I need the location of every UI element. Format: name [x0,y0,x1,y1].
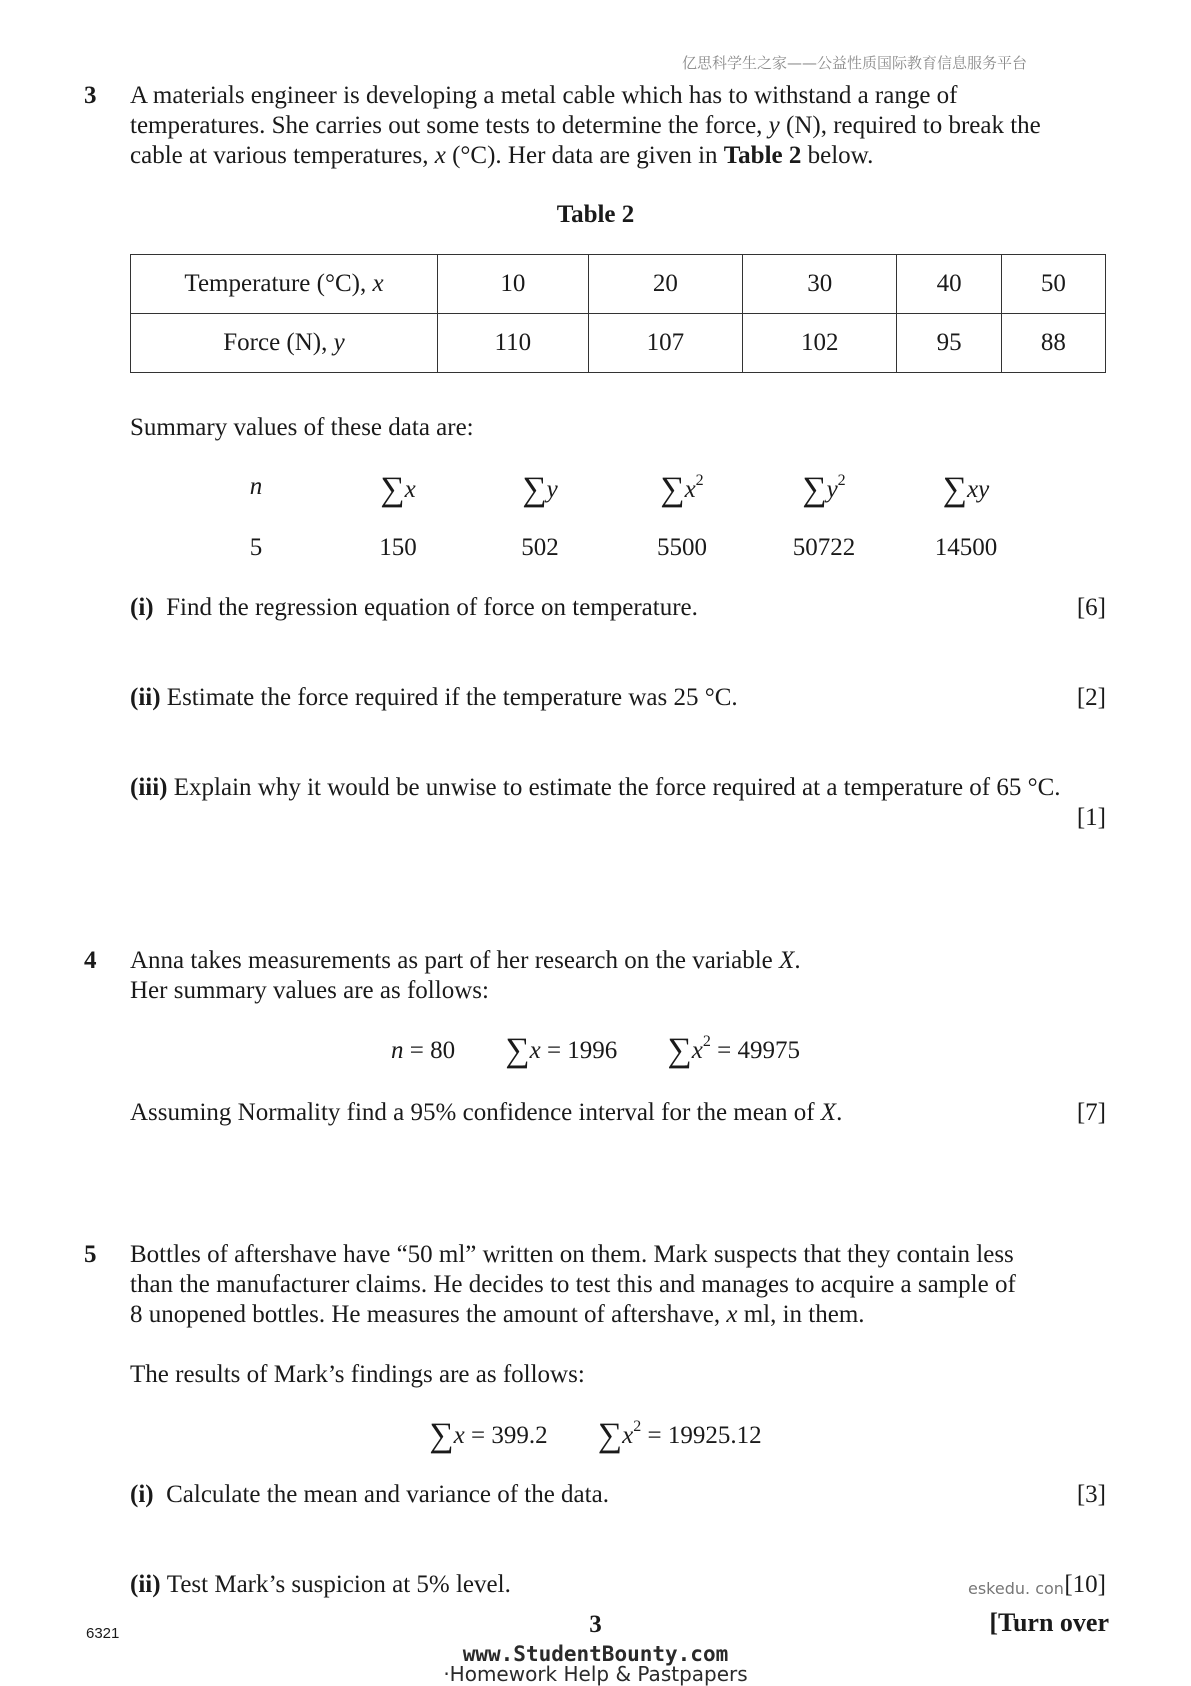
q3-part-i-marks: [6] [1076,594,1106,621]
q5-results-intro: The results of Mark’s findings are as follows: [130,1361,585,1388]
q3-intro-text: below. [801,142,874,169]
sigma-symbol: ∑ [522,471,547,508]
q3-intro-text: cable at various temperatures, [130,142,435,169]
summary-value: 150 [379,534,417,561]
header-var: y [333,329,345,356]
question-4-number: 4 [84,947,97,974]
q5-part-ii-marks: [10] [1064,1571,1106,1598]
turn-over-label: [Turn over [989,1608,1109,1637]
question-5-intro [130,1240,1110,1330]
part-label: (ii) [130,1571,161,1598]
table-2 [130,254,1106,373]
part-label: (i) [130,594,154,621]
eq-value: = 49975 [710,1037,801,1064]
part-text: Explain why it would be unwise to estimate the force required at a temperature of 65 °C. [173,774,1061,801]
part-text: Test Mark’s suspicion at 5% level. [166,1571,511,1598]
eq-var: x [453,1422,465,1449]
part-label: (ii) [130,684,161,711]
q5-intro-text: 8 unopened bottles. He measures the amount of aftershave, [130,1301,727,1328]
summary-var: x [684,476,696,503]
q3-intro-text: (N), required to break the [779,112,1041,139]
q5-eq-sum-x [429,1417,548,1454]
superscript: 2 [702,1032,711,1050]
q4-summary-equations [0,1032,1191,1069]
summary-value: 5500 [657,534,707,561]
table-cell: 40 [897,255,1001,314]
eq-var: x [691,1037,703,1064]
q3-intro-text: (°C). Her data are given in [445,142,724,169]
q4-intro-line-2: Her summary values are as follows: [130,977,489,1004]
part-text: Find the regression equation of force on temperature. [166,594,698,621]
q5-part-ii [130,1570,1110,1600]
superscript: 2 [633,1417,642,1435]
table-2-title: Table 2 [556,201,635,228]
sigma-symbol: ∑ [597,1417,623,1454]
page-number: 3 [589,1611,602,1638]
eq-var: x [529,1037,541,1064]
q5-intro-line-1: Bottles of aftershave have “50 ml” written on them. Mark suspects that they contain less [130,1241,1014,1268]
q3-table-ref: Table 2 [723,142,802,169]
table-cell: 10 [438,255,589,314]
summary-value: 5 [249,534,263,561]
table-cell: 50 [1001,255,1105,314]
summary-value: 50722 [792,534,856,561]
part-label: (iii) [130,774,168,801]
summary-sum-x [328,471,468,508]
part-text: Calculate the mean and variance of the data. [166,1481,609,1508]
summary-n-label: n [249,473,263,500]
eq-value: = 19925.12 [641,1422,762,1449]
part-text: Estimate the force required if the temperature was 25 °C. [166,684,738,711]
q4-task-text: . [836,1099,843,1126]
q3-intro-line-2 [130,111,1110,141]
table-cell: 102 [743,314,897,373]
question-4-intro [130,946,1110,1006]
question-3-number: 3 [84,82,97,109]
q3-intro-text: temperatures. She carries out some tests to determine the force, [130,112,769,139]
eskedu-watermark: eskedu. con [968,1579,1064,1598]
sigma-symbol: ∑ [660,471,685,508]
table-row-force [131,314,1106,373]
q4-marks: [7] [1076,1099,1106,1126]
q4-eq-n [391,1036,455,1066]
table-header-force [131,314,438,373]
q4-var-X: X [820,1099,837,1126]
studentbounty-url[interactable]: www.StudentBounty.com [462,1642,729,1666]
table-cell: 88 [1001,314,1105,373]
q5-part-i [130,1480,1110,1510]
summary-sum-y2 [754,471,894,508]
sigma-symbol: ∑ [505,1032,530,1069]
eq-value: = 1996 [540,1037,618,1064]
table-header-temperature [131,255,438,314]
q4-task-text: Assuming Normality find a 95% confidence interval for the mean of [130,1099,821,1126]
q4-intro-text: Anna takes measurements as part of her research on the variable [130,947,780,974]
question-3-intro [130,81,1110,171]
table-cell: 30 [743,255,897,314]
q3-intro-line-1: A materials engineer is developing a metal cable which has to withstand a range of [130,82,958,109]
q4-intro-text: . [794,947,801,974]
header-text: Force (N), [223,329,334,356]
summary-intro: Summary values of these data are: [130,414,474,441]
part-label: (i) [130,1481,154,1508]
q4-intro-line-1 [130,946,1110,976]
q5-intro-line-3 [130,1300,1110,1330]
table-row-temperature [131,255,1106,314]
q3-part-i [130,593,1110,623]
summary-value: 14500 [934,534,998,561]
q4-eq-sum-x2 [667,1032,801,1069]
sigma-symbol: ∑ [942,471,968,508]
superscript: 2 [695,471,704,489]
summary-var: x [404,476,416,503]
sigma-symbol: ∑ [802,471,827,508]
summary-var: xy [967,476,990,503]
studentbounty-tagline: ·Homework Help & Pastpapers [443,1662,748,1686]
sigma-symbol: ∑ [380,471,405,508]
q5-summary-equations [0,1417,1191,1454]
q3-intro-line-3 [130,141,1110,171]
eq-var: x [622,1422,634,1449]
q4-task [130,1098,1110,1128]
header-text: Temperature (°C), [184,270,373,297]
paper-code: 6321 [86,1625,120,1642]
q5-intro-text: ml, in them. [737,1301,865,1328]
table-cell: 95 [897,314,1001,373]
summary-value: 502 [521,534,559,561]
q5-intro-line-2: than the manufacturer claims. He decides to test this and manages to acquire a sample of [130,1271,1016,1298]
superscript: 2 [837,471,846,489]
q4-eq-sum-x [505,1032,618,1069]
q3-part-iii [130,773,1130,803]
summary-var: y [546,476,558,503]
q5-part-i-marks: [3] [1076,1481,1106,1508]
eq-value: = 399.2 [464,1422,548,1449]
sigma-symbol: ∑ [667,1032,692,1069]
q5-var-x: x [726,1301,738,1328]
q4-var-X: X [779,947,795,974]
q3-part-iii-marks: [1] [1076,804,1106,831]
q3-part-ii [130,683,1110,713]
summary-sum-x2 [612,471,752,508]
summary-sum-y [470,471,610,508]
q5-eq-sum-x2 [597,1417,762,1454]
eq-value: = 80 [403,1037,456,1064]
eq-var: n [390,1037,404,1064]
header-var: x [372,270,384,297]
sigma-symbol: ∑ [429,1417,454,1454]
summary-sum-xy [896,471,1036,508]
watermark-top: 亿思科学生之家——公益性质国际教育信息服务平台 [682,54,1028,72]
table-cell: 107 [588,314,742,373]
q3-var-x: x [434,142,446,169]
table-cell: 20 [588,255,742,314]
question-5-number: 5 [84,1241,97,1268]
table-cell: 110 [438,314,589,373]
q3-part-ii-marks: [2] [1076,684,1106,711]
q3-var-y: y [768,112,780,139]
summary-var: y [826,476,838,503]
